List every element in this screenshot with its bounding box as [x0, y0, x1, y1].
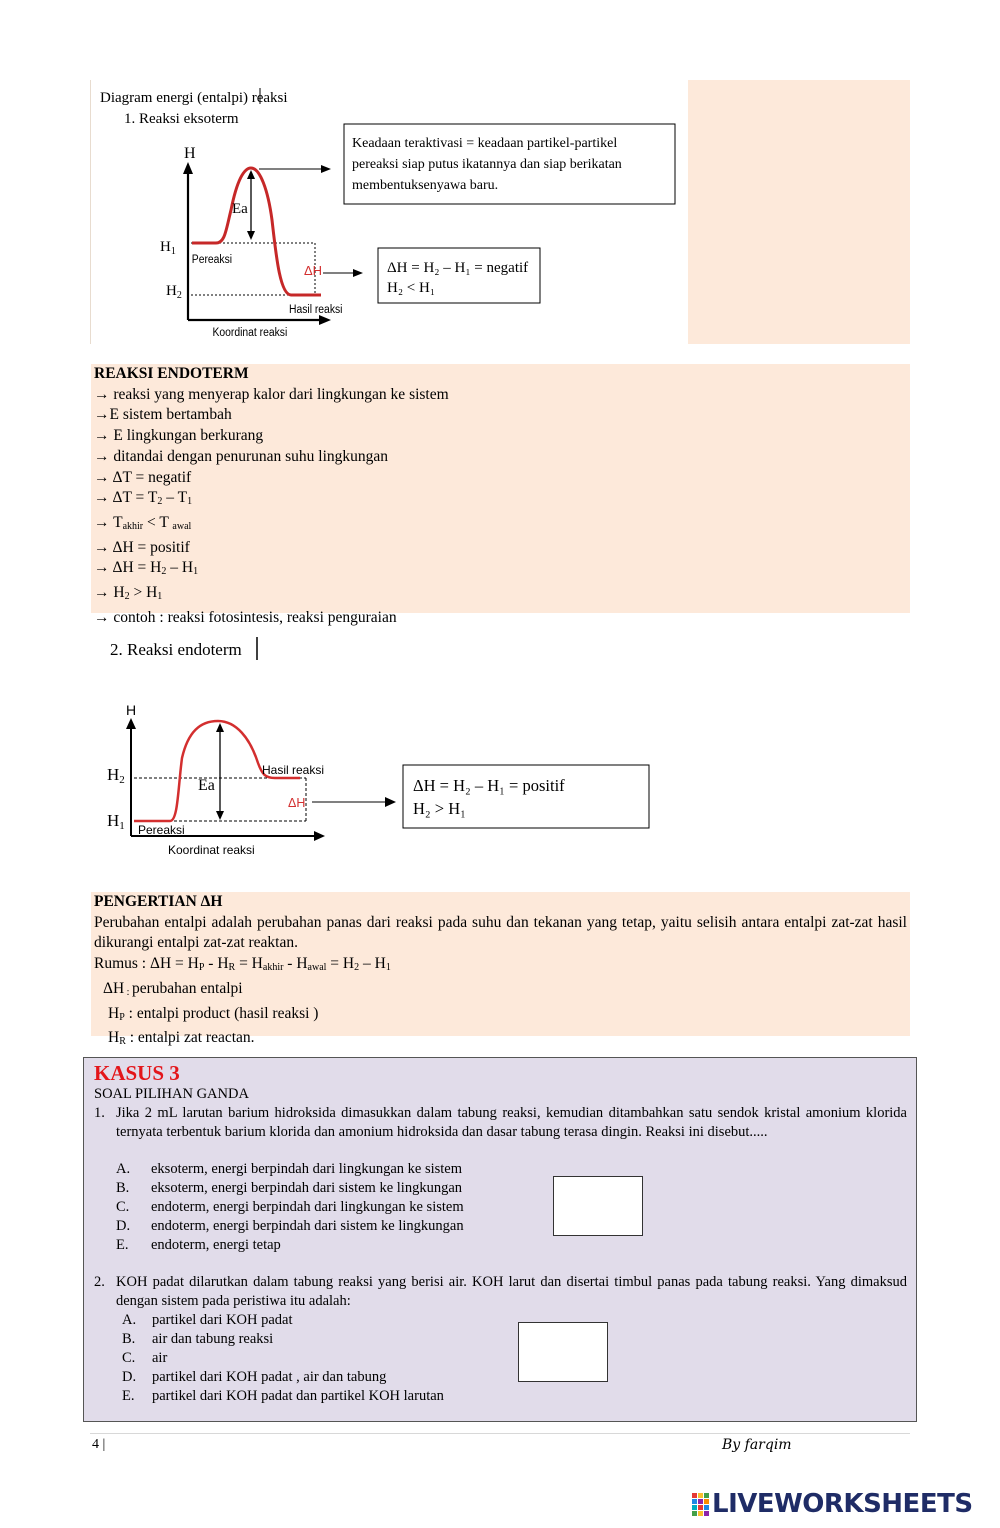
dh-pointer-arrow-icon	[353, 269, 363, 277]
endotherm-dh-box	[403, 765, 649, 828]
option-d: D. partikel dari KOH padat , air dan tabung	[122, 1369, 387, 1385]
h2-label: H2	[107, 765, 125, 786]
option-a: A. partikel dari KOH padat	[122, 1312, 293, 1328]
diagram-title: Diagram energi (entalpi) reaksi	[100, 90, 288, 106]
option-c: C. air	[122, 1350, 168, 1366]
koordinat-reaksi-label: Koordinat reaksi	[212, 326, 288, 340]
ea-arrow-up-icon	[247, 170, 255, 179]
note-line: → E lingkungan berkurang	[94, 427, 264, 445]
exotherm-curve	[192, 168, 321, 295]
note-line: → $H_2 > H_1$	[94, 584, 163, 603]
y-axis-arrow-icon	[126, 718, 136, 729]
arrow-icon: →	[94, 584, 110, 602]
note-line: → $\Delta T = T_2 - T_1$	[94, 489, 193, 508]
arrow-icon: →	[94, 468, 110, 486]
footer-divider	[90, 1433, 910, 1434]
endoterm-heading: REAKSI ENDOTERM	[94, 365, 249, 382]
arrow-icon: →	[94, 447, 110, 465]
axis-h-label: H	[126, 702, 137, 718]
pereaksi-label: Pereaksi	[138, 823, 185, 837]
h2-label: $H_2$	[166, 283, 182, 301]
pengertian-paragraph: Perubahan entalpi adalah perubahan panas dari reaksi pada suhu dan tekanan yang tetap, yaitu selisih antara entalpi zat-zat hasil dikurangi entalpi zat-zat reaktan.	[94, 913, 907, 952]
endotherm-diagram-panel	[90, 628, 690, 860]
option-a: A. eksoterm, energi berpindah dari lingkungan ke sistem	[116, 1161, 462, 1177]
endotherm-h-compare: H₂ > H₁	[413, 799, 466, 818]
exotherm-side-panel	[688, 80, 910, 344]
question-text: Jika 2 mL larutan barium hidroksida dimasukkan dalam tabung reaksi, kemudian ditambahkan satu sendok kristal amonium klorida ternyata terbentuk barium klorida dan amonium hidroksida dan dasar tabung terasa dingin. Reaksi ini disebut.....	[116, 1105, 907, 1140]
liveworksheets-wordmark: LIVEWORKSHEETS	[712, 1489, 973, 1519]
exotherm-diagram-panel	[90, 80, 689, 344]
endotherm-dh-formula: ΔH = H₂ – H₁ = positif	[413, 776, 565, 795]
rumus-line: Rumus : $\Delta H = H_P - H_R = H_{akhir} - H_{awal} = H_2 - H_1$	[94, 955, 391, 974]
arrow-icon: →	[94, 406, 110, 424]
ea-arrow-down-icon	[247, 231, 255, 240]
definition-line: ΔH $_:$ perubahan entalpi	[103, 979, 243, 998]
question-text: KOH padat dilarutkan dalam tabung reaksi yang berisi air. KOH larut dan disertai timbul panas pada tabung reaksi. Yang dimaksud dengan sistem pada peristiwa itu adalah:	[116, 1274, 907, 1309]
pereaksi-label: Pereaksi	[191, 253, 233, 267]
peak-pointer-arrow-icon	[321, 165, 331, 173]
answer-box-q2[interactable]	[518, 1322, 608, 1382]
ea-label: Ea	[232, 201, 248, 217]
endotherm-item-label: 2. Reaksi endoterm	[110, 640, 242, 659]
definition-line: $H_P$ : entalpi product (hasil reaksi )	[108, 1004, 319, 1023]
hasil-reaksi-label: Hasil reaksi	[262, 763, 325, 777]
arrow-icon: →	[94, 427, 110, 445]
hasil-reaksi-label: Hasil reaksi	[289, 303, 343, 317]
arrow-icon: →	[94, 608, 110, 626]
dh-pointer-arrow-icon	[385, 797, 396, 807]
note-line: → $T_{akhir} < T$ $_{awal}$	[94, 513, 192, 532]
liveworksheets-logo	[692, 1486, 992, 1522]
dh-marker-label: ΔH	[288, 796, 306, 810]
h1-label: H1	[107, 811, 125, 832]
ea-arrow-up-icon	[216, 723, 224, 732]
pengertian-heading: PENGERTIAN ΔH	[94, 893, 223, 910]
x-axis-arrow-icon	[314, 831, 325, 841]
option-e: E. partikel dari KOH padat dan partikel KOH larutan	[122, 1388, 444, 1404]
arrow-icon: →	[94, 538, 110, 556]
activated-state-line: pereaksi siap putus ikatannya dan siap berikatan	[352, 157, 622, 172]
note-line: → ditandai dengan penurunan suhu lingkungan	[94, 447, 389, 465]
question-number: 1.	[94, 1105, 105, 1121]
activated-state-line: membentuksenyawa baru.	[352, 178, 499, 193]
question-number: 2.	[94, 1274, 105, 1290]
koordinat-reaksi-label: Koordinat reaksi	[168, 843, 255, 857]
definition-line: $H_R$ : entalpi zat reactan.	[108, 1029, 255, 1048]
option-e: E. endoterm, energi tetap	[116, 1237, 281, 1253]
exotherm-item-label: 1. Reaksi eksoterm	[124, 111, 239, 127]
arrow-icon: →	[94, 559, 110, 577]
activated-state-line: Keadaan teraktivasi = keadaan partikel-partikel	[352, 136, 618, 151]
kasus-panel	[83, 1057, 917, 1422]
kasus-title: KASUS 3	[94, 1061, 180, 1085]
endotherm-diagram	[90, 628, 690, 860]
exotherm-dh-formula: ΔH = H₂ – H₁ = negatif	[387, 260, 529, 276]
answer-box-q1[interactable]	[553, 1176, 643, 1236]
x-axis-arrow-icon	[319, 315, 331, 325]
h1-label: $H_1$	[160, 239, 176, 257]
liveworksheets-logo-icon	[692, 1493, 710, 1517]
exotherm-h-compare: H₂ < H₁	[387, 280, 436, 296]
note-line: → ΔT = negatif	[94, 468, 192, 486]
arrow-icon: →	[94, 513, 110, 531]
axis-h-label: H	[184, 145, 196, 162]
option-b: B. air dan tabung reaksi	[122, 1331, 274, 1347]
author-byline: By farqim	[722, 1437, 792, 1453]
option-c: C. endoterm, energi berpindah dari lingkungan ke sistem	[116, 1199, 464, 1215]
note-line: → ΔH = positif	[94, 538, 190, 556]
ea-label: Ea	[198, 777, 215, 794]
dh-marker-label: ΔH	[304, 263, 323, 278]
option-b: B. eksoterm, energi berpindah dari sistem ke lingkungan	[116, 1180, 462, 1196]
ea-arrow-down-icon	[216, 811, 224, 820]
note-line: → contoh : reaksi fotosintesis, reaksi penguraian	[94, 608, 397, 626]
page-number: 4 |	[92, 1437, 106, 1452]
note-line: → reaksi yang menyerap kalor dari lingkungan ke sistem	[94, 385, 449, 403]
pengertian-block	[91, 892, 910, 1048]
arrow-icon: →	[94, 385, 110, 403]
note-line: → $\Delta H = H_2 - H_1$	[94, 559, 199, 578]
y-axis-arrow-icon	[183, 162, 193, 174]
arrow-icon: →	[94, 489, 110, 507]
option-d: D. endoterm, energi berpindah dari sistem ke lingkungan	[116, 1218, 464, 1234]
note-line: →E sistem bertambah	[94, 406, 232, 424]
endoterm-notes	[91, 364, 910, 626]
kasus-subtitle: SOAL PILIHAN GANDA	[94, 1086, 249, 1102]
exotherm-diagram	[91, 80, 689, 344]
